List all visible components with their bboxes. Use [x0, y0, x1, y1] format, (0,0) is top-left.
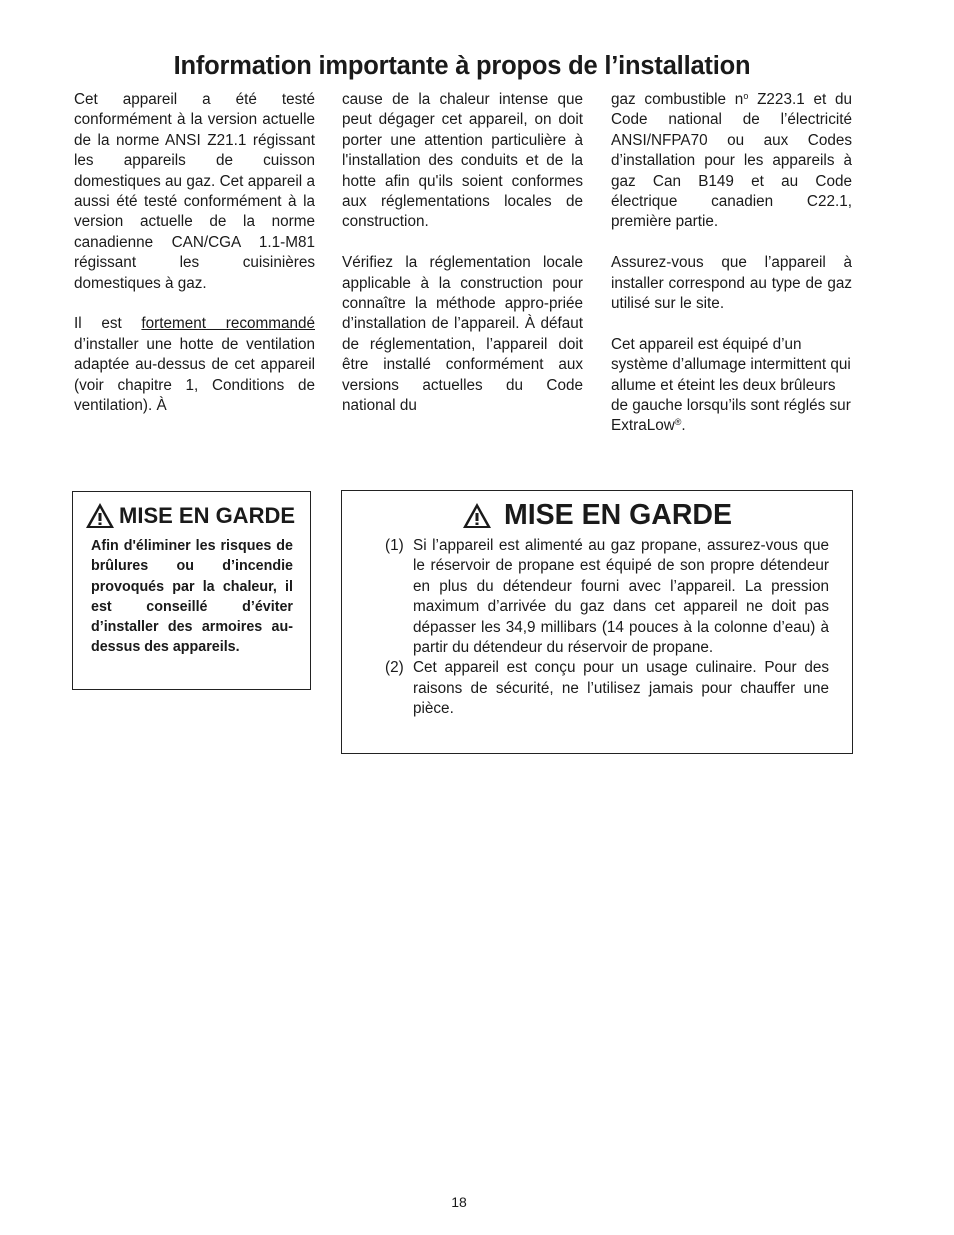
- paragraph: cause de la chaleur intense que peut dégager cet appareil, on doit porter une attention particulière à l'installation des conduits et de la hotte afin qu'ils soient conformes aux réglementations locales de construction.: [342, 91, 583, 231]
- warning-heading: MISE EN GARDE: [342, 499, 852, 532]
- warning-box-large: [341, 490, 853, 754]
- paragraph: gaz combustible $n^o$ Z223.1 et du Code national de l’électricité ANSI/NFPA70 ou aux Codes d’installation pour les appareils à gaz Can B149 et au Code électrique canadien C22.1, première partie.: [611, 91, 852, 231]
- warning-list: [385, 536, 829, 720]
- list-item: (1) Si l’appareil est alimenté au gaz propane, assurez-vous que le réservoir de propane est équipé de son propre détendeur en plus du détendeur fourni avec l’appareil. La pression maximum d’arrivée du gaz dans cet appareil ne doit pas dépasser les 34,9 millibars (14 pouces à la colonne d’eau) à partir du détendeur du réservoir de propane.: [385, 537, 829, 657]
- paragraph: Assurez-vous que l’appareil à installer correspond au type de gaz utilisé sur le site.: [611, 254, 852, 313]
- page-title: Information importante à propos de l’installation: [173, 52, 751, 80]
- paragraph: Il est fortement recommandé d’installer une hotte de ventilation adaptée au-dessus de cet appareil (voir chapitre 1, Conditions de ventilation). À: [74, 315, 315, 415]
- paragraph: Vérifiez la réglementation locale applicable à la construction pour connaître la méthode appro-priée d’installation de l’appareil. À défaut de réglementation, l’appareil doit être installé conformément aux versions actuelles du Code national du: [342, 254, 583, 415]
- warning-heading: MISE EN GARDE: [85, 502, 295, 529]
- warning-box-small: [72, 491, 311, 690]
- text-column-1: [74, 90, 315, 437]
- warning-triangle-icon: [85, 502, 115, 529]
- emphasis-underline: fortement recommandé: [141, 315, 315, 333]
- warning-triangle-icon: [462, 502, 492, 529]
- text-column-2: [342, 90, 583, 437]
- paragraph: Cet appareil a été testé conformément à la version actuelle de la norme ANSI Z21.1 régissant les appareils de cuisson domestiques au gaz. Cet appareil a aussi été testé conformément à la version actuelle de la norme canadienne CAN/CGA 1.1-M81 régissant les cuisinières domestiques à gaz.: [74, 91, 315, 292]
- list-item: (2) Cet appareil est conçu pour un usage culinaire. Pour des raisons de sécurité, ne l’utilisez jamais pour chauffer une pièce.: [385, 659, 829, 718]
- page-number: 18: [451, 1194, 467, 1210]
- paragraph: Cet appareil est équipé d’un système d’allumage intermittent qui allume et éteint les deux brûleurs de gauche lorsqu’ils sont réglés sur ExtraLow®.: [611, 335, 851, 435]
- warning-text: Afin d'éliminer les risques de brûlures ou d’incendie provoqués par la chaleur, il est conseillé d’éviter d’installer des armoires au-dessus des appareils.: [91, 538, 293, 656]
- text-column-3: [611, 90, 852, 457]
